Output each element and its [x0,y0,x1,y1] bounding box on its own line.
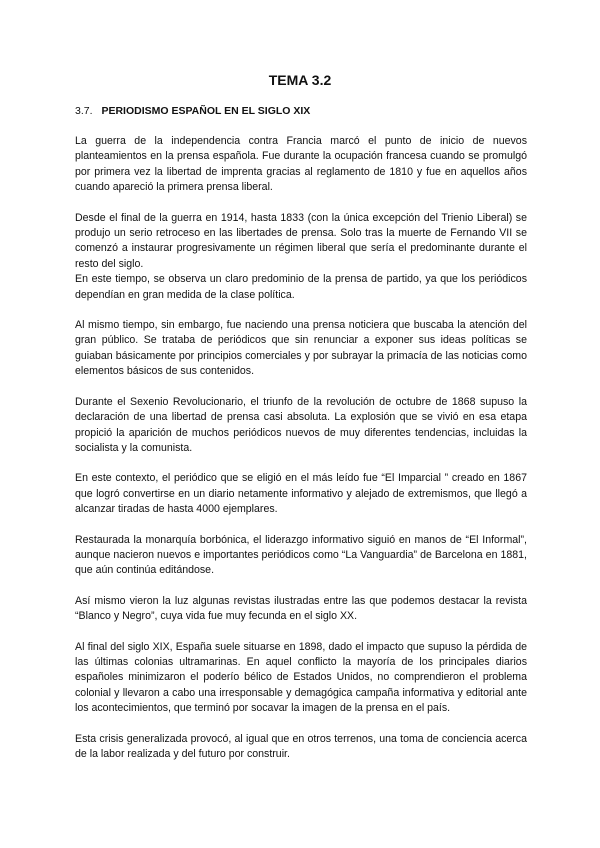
paragraph-independence-war: La guerra de la independencia contra Francia marcó el punto de inicio de nuevos planteamientos en la prensa española. Fue durante la ocupación francesa cuando se promulgó por primera vez la libertad de imprenta gracias al reglamento de 1810 y fue en aquellos años cuando apareció la primera prensa liberal. [75,135,527,194]
page-title: TEMA 3.2 [268,72,332,88]
paragraph-party-press: En este tiempo, se observa un claro predominio de la prensa de partido, ya que los periódicos dependían en gran medida de la clase política. [75,273,527,301]
section-number: 3.7. [75,105,93,117]
document-body [75,134,527,777]
paragraph-awareness: Esta crisis generalizada provocó, al igual que en otros terrenos, una toma de conciencia acerca de la labor realizada y del futuro por construir. [75,732,527,760]
section-title: PERIODISMO ESPAÑOL EN EL SIGLO XIX [101,105,311,117]
paragraph-illustrated-magazines: Así mismo vieron la luz algunas revistas ilustradas entre las que podemos destacar la revista “Blanco y Negro”, cuya vida fue muy fecunda en el siglo XX. [75,594,527,623]
paragraph-restoration: Restaurada la monarquía borbónica, el liderazgo informativo siguió en manos de “El Informal”, aunque nacieron nuevos e importantes periódicos como “La Vanguardia” de Barcelona en 1881, que aún continúa editándose. [75,533,527,577]
paragraph-crisis-1898: Al final del siglo XIX, España suele situarse en 1898, dado el impacto que supuso la pérdida de las últimas colonias ultramarinas. En aquel conflicto la mayoría de los principales diarios españoles minimizaron el poderío bélico de Estados Unidos, no comprendieron el problema colonial y llevaron a cabo una irresponsable y demagógica campaña informativa y editorial ante los acontecimientos, que terminó por socavar la imagen de la prensa en el país. [75,640,527,715]
paragraph-press-retreat: Desde el final de la guerra en 1914, hasta 1833 (con la única excepción del Trienio Liberal) se produjo un serio retroceso en las libertades de prensa. Solo tras la muerte de Fernando VII se comenzó a instaurar progresivamente un régimen liberal que sería el predominante durante el resto del siglo. [75,211,527,270]
paragraph-news-press: Al mismo tiempo, sin embargo, fue naciendo una prensa noticiera que buscaba la atención del gran público. Se trataba de periódicos que sin renunciar a exponer sus ideas políticas se guiaban básicamente por principios comerciales y por subrayar la primacía de las noticias como elementos básicos de sus contenidos. [75,319,527,378]
paragraph-sexenio: Durante el Sexenio Revolucionario, el triunfo de la revolución de octubre de 1868 supuso la declaración de una libertad de prensa casi absoluta. La explosión que se vivió en esa etapa propició la aparición de muchos periódicos nuevos de muy diferentes tendencias, incluidas la socialista y la comunista. [75,395,527,454]
section-heading [75,104,530,118]
paragraph-el-imparcial: En este contexto, el periódico que se eligió en el más leído fue “El Imparcial ” creado en 1867 que logró convertirse en un diario netamente informativo y alejado de extremismos, que llegó a alcanzar tiradas de hasta 4000 ejemplares. [75,472,527,516]
